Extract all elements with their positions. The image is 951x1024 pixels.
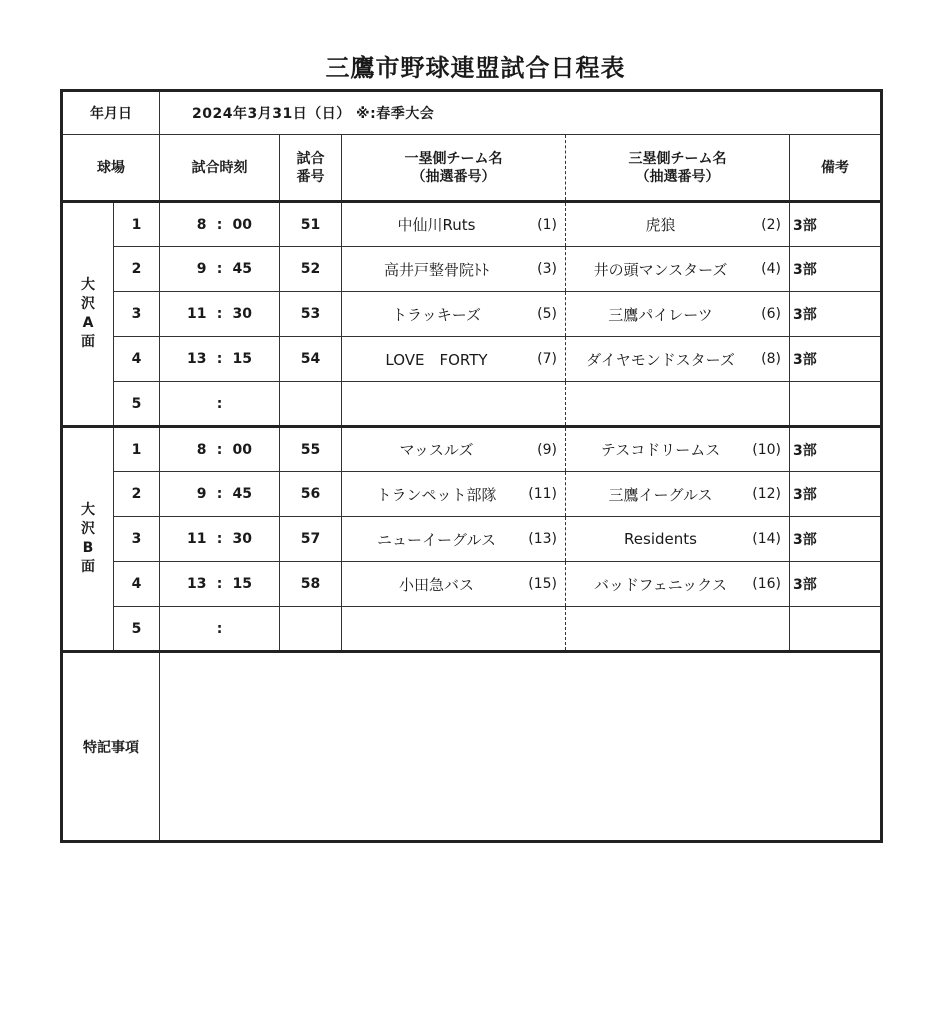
game-time — [160, 607, 280, 652]
game-number: 57 — [280, 517, 342, 562]
home-draw-number: (3) — [537, 261, 557, 277]
row-index: 1 — [114, 202, 160, 247]
home-draw-number: (13) — [528, 531, 557, 547]
game-row — [62, 292, 882, 337]
game-note: 3部 — [790, 427, 882, 472]
away-draw-number: (4) — [761, 261, 781, 277]
row-index: 2 — [114, 472, 160, 517]
home-team-cell — [342, 337, 566, 382]
home-team-cell — [342, 562, 566, 607]
game-note: 3部 — [790, 562, 882, 607]
header-note: 備考 — [790, 135, 882, 202]
away-team-cell — [566, 607, 790, 652]
game-time-hour: 11 — [187, 531, 207, 547]
game-time — [160, 247, 280, 292]
away-draw-number: (2) — [761, 216, 781, 233]
away-team-cell — [566, 202, 790, 247]
away-team-cell — [566, 292, 790, 337]
home-team-name: 中仙川Ruts — [397, 216, 476, 234]
home-team-name: 小田急バス — [398, 575, 474, 594]
game-time — [160, 427, 280, 472]
home-team-cell — [342, 517, 566, 562]
away-draw-number: (6) — [761, 306, 781, 322]
row-index: 3 — [114, 292, 160, 337]
away-draw-number: (14) — [752, 531, 781, 547]
game-time-minute: 45 — [232, 261, 252, 277]
game-note — [790, 607, 882, 652]
game-time-hour: 11 — [187, 306, 207, 322]
notes-area — [160, 652, 882, 842]
home-team-name: トランペット部隊 — [376, 485, 497, 504]
row-index: 5 — [114, 382, 160, 427]
away-draw-number: (8) — [761, 351, 781, 367]
field-name-char: 沢 — [81, 296, 95, 312]
game-time — [160, 562, 280, 607]
header-away — [566, 135, 790, 202]
home-team-name: 高井戸整骨院ﾄﾄ — [383, 260, 489, 279]
document-title: 三鷹市野球連盟試合日程表 — [325, 54, 626, 82]
header-home-line1: 一塁側チーム名 — [404, 150, 503, 167]
game-number: 58 — [280, 562, 342, 607]
away-team-cell — [566, 382, 790, 427]
home-draw-number: (1) — [537, 216, 557, 233]
game-row — [62, 472, 882, 517]
away-team-cell — [566, 247, 790, 292]
game-number: 56 — [280, 472, 342, 517]
game-number: 53 — [280, 292, 342, 337]
game-time — [160, 517, 280, 562]
game-row — [62, 337, 882, 382]
game-time-separator: : — [216, 441, 223, 458]
home-draw-number: (15) — [528, 576, 557, 592]
home-team-name: トラッキーズ — [392, 305, 481, 324]
home-draw-number: (9) — [537, 441, 557, 458]
game-time-hour: 9 — [196, 261, 207, 277]
schedule-table — [60, 89, 883, 843]
game-row — [62, 562, 882, 607]
away-team-name: 三鷹パイレーツ — [608, 305, 713, 324]
field-name-char: 面 — [81, 559, 95, 575]
away-team-cell — [566, 562, 790, 607]
game-note: 3部 — [790, 517, 882, 562]
game-time-hour: 9 — [196, 486, 207, 502]
header-time: 試合時刻 — [160, 135, 280, 202]
away-team-cell — [566, 337, 790, 382]
header-away-line1: 三塁側チーム名 — [628, 150, 727, 167]
header-away-line2: （抽選番号） — [635, 168, 720, 185]
game-time — [160, 337, 280, 382]
game-time — [160, 202, 280, 247]
home-team-cell — [342, 202, 566, 247]
home-team-name: マッスルズ — [399, 441, 474, 459]
game-time-separator: : — [216, 351, 223, 367]
game-time-separator: : — [216, 216, 223, 233]
field-name-char: B — [82, 540, 94, 556]
game-note: 3部 — [790, 247, 882, 292]
row-index: 4 — [114, 562, 160, 607]
game-note: 3部 — [790, 472, 882, 517]
game-time-separator: : — [216, 531, 223, 547]
away-team-name: ダイヤモンドスターズ — [586, 350, 735, 369]
field-name — [62, 427, 114, 652]
game-time-separator: : — [216, 395, 223, 412]
game-time-minute: 30 — [232, 306, 252, 322]
away-team-name: 虎狼 — [645, 216, 676, 234]
header-home-line2: （抽選番号） — [411, 168, 496, 185]
home-draw-number: (11) — [528, 486, 557, 502]
game-time-minute: 00 — [232, 441, 252, 458]
home-team-cell — [342, 382, 566, 427]
game-time-minute: 15 — [232, 351, 252, 367]
home-team-cell — [342, 292, 566, 337]
game-time — [160, 292, 280, 337]
field-name-char: 大 — [81, 502, 95, 518]
row-index: 4 — [114, 337, 160, 382]
field-name-char: 大 — [81, 277, 95, 293]
date-row — [62, 91, 882, 135]
field-name-char: A — [82, 315, 94, 331]
game-time-separator: : — [216, 620, 223, 637]
game-time-separator: : — [216, 576, 223, 592]
date-label: 年月日 — [62, 91, 160, 135]
game-row — [62, 202, 882, 247]
field-name-char: 面 — [81, 334, 95, 350]
row-index: 3 — [114, 517, 160, 562]
home-draw-number: (7) — [537, 351, 557, 367]
row-index: 1 — [114, 427, 160, 472]
away-draw-number: (12) — [752, 486, 781, 502]
away-team-cell — [566, 427, 790, 472]
game-time-minute: 15 — [232, 576, 252, 592]
game-number: 52 — [280, 247, 342, 292]
row-index: 2 — [114, 247, 160, 292]
game-time-minute: 30 — [232, 531, 252, 547]
game-time-hour: 13 — [187, 351, 207, 367]
game-row — [62, 517, 882, 562]
away-team-cell — [566, 517, 790, 562]
field-name-char: 沢 — [81, 521, 95, 537]
away-team-cell — [566, 472, 790, 517]
home-team-cell — [342, 607, 566, 652]
game-number — [280, 382, 342, 427]
away-draw-number: (16) — [752, 576, 781, 592]
date-value: 2024年3月31日（日） ※:春季大会 — [160, 91, 882, 135]
game-number: 51 — [280, 202, 342, 247]
header-home — [342, 135, 566, 202]
home-team-name: ニューイーグルス — [376, 530, 497, 549]
home-team-cell — [342, 427, 566, 472]
game-time-separator: : — [216, 261, 223, 277]
away-team-name: テスコドリームス — [600, 441, 721, 459]
home-draw-number: (5) — [537, 306, 557, 322]
game-row — [62, 247, 882, 292]
away-team-name: Residents — [624, 530, 697, 548]
game-note: 3部 — [790, 292, 882, 337]
away-draw-number: (10) — [752, 441, 781, 458]
notes-label: 特記事項 — [62, 652, 160, 842]
field-name — [62, 202, 114, 427]
game-time — [160, 382, 280, 427]
game-time-minute: 00 — [232, 216, 252, 233]
game-row — [62, 607, 882, 652]
header-field: 球場 — [62, 135, 160, 202]
away-team-name: 三鷹イーグルス — [608, 485, 713, 504]
game-note: 3部 — [790, 337, 882, 382]
game-time-separator: : — [216, 306, 223, 322]
game-note: 3部 — [790, 202, 882, 247]
game-time-hour: 8 — [196, 441, 207, 458]
row-index: 5 — [114, 607, 160, 652]
game-time-minute: 45 — [232, 486, 252, 502]
header-game-no-line2: 番号 — [296, 168, 325, 185]
game-row — [62, 427, 882, 472]
game-number: 54 — [280, 337, 342, 382]
away-team-name: 井の頭マンスターズ — [593, 260, 728, 279]
header-row — [62, 135, 882, 202]
game-note — [790, 382, 882, 427]
notes-row — [62, 652, 882, 842]
game-time-separator: : — [216, 486, 223, 502]
game-row — [62, 382, 882, 427]
away-team-name: バッドフェニックス — [593, 575, 728, 594]
home-team-name: LOVE FORTY — [385, 350, 488, 369]
game-number: 55 — [280, 427, 342, 472]
home-team-cell — [342, 472, 566, 517]
game-number — [280, 607, 342, 652]
header-game-no-line1: 試合 — [296, 150, 325, 167]
game-time — [160, 472, 280, 517]
game-time-hour: 8 — [196, 216, 207, 233]
home-team-cell — [342, 247, 566, 292]
game-time-hour: 13 — [187, 576, 207, 592]
header-game-no — [280, 135, 342, 202]
